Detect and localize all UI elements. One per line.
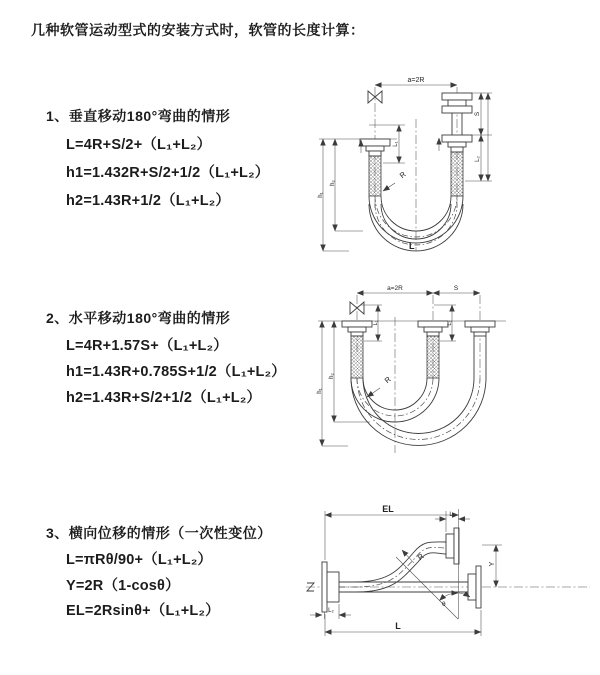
length-label: L [409, 241, 415, 251]
right-flange-stack [439, 93, 472, 196]
section2-formulas [66, 333, 286, 411]
dim-label-y: Y [489, 561, 496, 567]
dim-h1-h2 [318, 139, 363, 251]
dim-s [433, 285, 480, 293]
dim-label-l2: L₂ [475, 156, 481, 162]
diagram-horizontal-180-bend [312, 281, 592, 459]
left-flange [342, 321, 372, 378]
dim-el [325, 504, 459, 563]
page-title: 几种软管运动型式的安装方式时，软管的长度计算： [31, 22, 365, 38]
diagram-lateral-displacement [298, 502, 598, 647]
dim-label-h2: h₂ [330, 180, 336, 186]
dim-label-l: L [395, 621, 401, 631]
radius-label: R [382, 374, 393, 386]
section3-heading: 3、横向位移的情形（一次性变位） [46, 525, 272, 541]
dim-label-l1: L₁ [393, 141, 399, 147]
curved-hose [339, 542, 446, 592]
dim-y [482, 545, 502, 587]
formula-line: L=4R+1.57S+（L₁+L₂） [66, 338, 228, 354]
formula-line: L=πRθ/90+（L₁+L₂） [66, 552, 213, 568]
middle-flange [418, 321, 448, 378]
dim-label-h1: h₁ [317, 388, 323, 394]
section1-formulas [66, 131, 269, 215]
centerlines [357, 295, 480, 453]
dim-l2 [310, 604, 351, 619]
dim-label-a2r: a=2R [387, 285, 403, 292]
dim-a2r [357, 285, 433, 293]
dim-label-a2r: a=2R [407, 77, 425, 84]
angle-label: θ [442, 601, 446, 608]
dim-label-l2: L₂ [447, 320, 453, 326]
dim-label-l2: L₂ [328, 608, 334, 614]
diagram-vertical-180-bend [315, 63, 590, 255]
radius-label: R [397, 169, 408, 181]
dim-label-s: S [474, 111, 481, 117]
braided-hose-section [451, 152, 463, 196]
formula-line: h1=1.43R+0.785S+1/2（L₁+L₂） [66, 364, 286, 380]
top-right-flange [446, 528, 459, 564]
radius-callout [383, 169, 408, 191]
dim-l [325, 610, 481, 636]
dim-a2r [375, 77, 457, 85]
left-flange [322, 562, 339, 612]
formula-line: EL=2Rsinθ+（L₁+L₂） [66, 603, 220, 619]
dim-label-s: S [453, 285, 459, 292]
dim-l1 [435, 511, 470, 532]
dim-label-l1: L₁ [373, 320, 379, 326]
dim-label-el: EL [382, 504, 394, 514]
braided-hose-section [427, 336, 439, 378]
section2-heading: 2、水平移动180°弯曲的情形 [46, 310, 231, 326]
left-flange [319, 139, 397, 196]
dim-label-h2: h₂ [329, 373, 335, 379]
formula-line: Y=2R（1-cosθ） [66, 577, 180, 594]
radius-label: R [415, 551, 426, 563]
hose-arcs [351, 378, 486, 445]
braided-hose-section [369, 156, 381, 196]
section3-formulas [66, 548, 220, 625]
dim-label-h1: h₁ [318, 192, 324, 198]
formula-line: h1=1.432R+S/2+1/2（L₁+L₂） [66, 165, 270, 181]
formula-line: h2=1.43R+S/2+1/2（L₁+L₂） [66, 390, 262, 406]
section1-heading: 1、垂直移动180°弯曲的情形 [46, 108, 231, 124]
braided-hose-section [351, 336, 363, 378]
radius-callout [367, 374, 393, 397]
dim-label-l1: L₁ [449, 512, 455, 518]
formula-line: L=4R+S/2+（L₁+L₂） [66, 137, 212, 153]
formula-line: h2=1.43R+1/2（L₁+L₂） [66, 193, 231, 209]
